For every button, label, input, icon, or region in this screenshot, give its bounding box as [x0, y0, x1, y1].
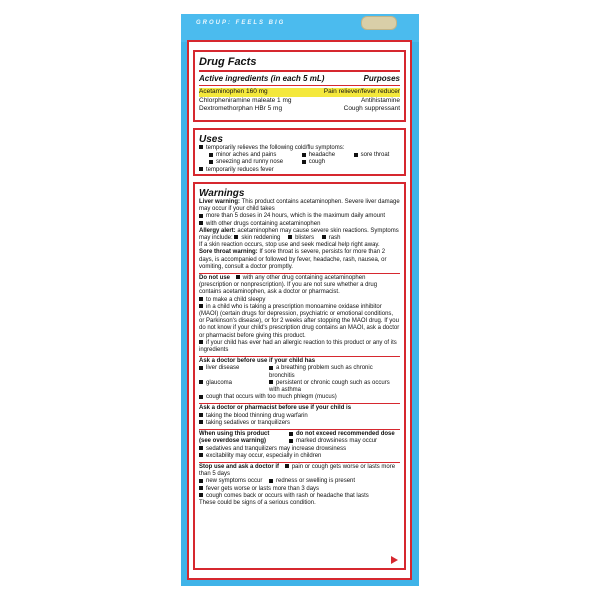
liver-warning: Liver warning: This product contains acetaminophen. Severe liver damage may occur if your child takes: [199, 199, 400, 213]
active-ingredients-label: Active ingredients (in each 5 mL): [199, 74, 325, 83]
symptom: minor aches and pains: [209, 152, 294, 159]
allergy-after: If a skin reaction occurs, stop use and seek medical help right away.: [199, 242, 380, 249]
ingredient-row: [199, 97, 400, 106]
when-bullet: sedatives and tranquilizers may increase drowsiness: [199, 446, 400, 453]
when-using-block: [199, 429, 400, 460]
ask-pharmacist-block: [199, 403, 400, 427]
symptom: headache: [302, 152, 346, 159]
symptom: cough: [302, 159, 346, 166]
sore-throat-warning: Sore throat warning: If sore throat is severe, persists for more than 2 days, is accompanied or followed by fever, headache, rash, nausea, or vomiting, consult a doctor promptly.: [199, 249, 387, 270]
ask-doctor-label: Ask a doctor before use if your child has: [199, 358, 316, 365]
stop-use-block: [199, 462, 400, 507]
ingredient-name: Chlorpheniramine maleate 1 mg: [199, 96, 292, 104]
ask-doctor-block: [199, 356, 400, 401]
do-not-use-bullet: to make a child sleepy: [199, 297, 400, 304]
condition: glaucoma: [199, 380, 269, 394]
when-using-label2: (see overdose warning): [199, 438, 267, 445]
ingredient-name: Dextromethorphan HBr 5 mg: [199, 105, 283, 112]
do-not-use-bullet: in a child who is taking a prescription monoamine oxidase inhibitor (MAOI) (certain drugs for depression, psychiatric or emotional conditions, or Parkinson's disease), or for 2 weeks after stopping the MAOI drug. If you do not know if your child's prescription drug contains an MAOI, ask a doctor or pharmacist before giving this product.: [199, 303, 400, 339]
continue-arrow-icon: [391, 556, 398, 564]
purposes-label: Purposes: [363, 74, 400, 83]
ingredient-purpose: Antihistamine: [360, 96, 400, 104]
stop-use-grid: [199, 478, 400, 485]
ask-doctor-list: [199, 365, 400, 394]
warnings-section: [193, 182, 406, 570]
uses-fever: temporarily reduces fever: [199, 167, 400, 174]
uses-intro: temporarily relieves the following cold/flu symptoms:: [199, 145, 400, 152]
symptom: sneezing and runny nose: [209, 159, 294, 166]
box-top-flap: [181, 14, 419, 42]
drug-facts-section: [193, 50, 406, 122]
uses-title: Uses: [199, 134, 223, 145]
active-ingredients-header: [199, 74, 400, 83]
divider: [199, 85, 400, 86]
do-not-use-bullet: if your child has ever had an allergic reaction to this product or any of its ingredients: [199, 339, 397, 354]
seal-badge: [361, 16, 397, 30]
pharmacist-bullet: taking the blood thinning drug warfarin: [199, 413, 400, 420]
stop-bullet: fever gets worse or lasts more than 3 days: [199, 486, 400, 493]
ingredient-purpose: Cough suppressant: [343, 105, 400, 112]
when-using-grid: [199, 431, 400, 445]
symptom: sore throat: [354, 152, 400, 159]
allergy-alert: Allergy alert: acetaminophen may cause severe skin reactions. Symptoms may include: skin reddening blisters rash: [199, 227, 399, 242]
condition: liver disease: [199, 365, 269, 379]
ask-pharmacist-label: Ask a doctor or pharmacist before use if your child is: [199, 405, 352, 412]
do-not-use-block: [199, 273, 400, 354]
stop-bullet: new symptoms occur: [199, 478, 269, 485]
condition: persistent or chronic cough such as occurs with asthma: [269, 379, 390, 394]
uses-symptoms: [209, 152, 400, 166]
liver-bullet: with other drugs containing acetaminophen: [199, 221, 400, 228]
when-using-label: When using this product: [199, 431, 270, 438]
drug-facts-title: Drug Facts: [199, 56, 257, 68]
liver-bullet: more than 5 doses in 24 hours, which is the maximum daily amount: [199, 213, 400, 220]
when-bullet: marked drowsiness may occur: [289, 438, 400, 445]
top-strip-text: GROUP: FEELS BIG: [196, 20, 286, 26]
ingredient-name: Acetaminophen 160 mg: [199, 88, 268, 95]
when-bullet: do not exceed recommended dose: [289, 431, 400, 438]
stop-after: These could be signs of a serious condition.: [199, 499, 316, 506]
uses-section: [193, 128, 406, 176]
do-not-use: Do not use with any other drug containing acetaminophen (prescription or nonprescription). If you are not sure whether a drug contains acetaminophen, ask a doctor or pharmacist.: [199, 275, 378, 296]
condition: a breathing problem such as chronic bronchitis: [269, 365, 373, 379]
divider: [199, 70, 400, 72]
ingredient-row: [199, 105, 400, 114]
stop-use: Stop use and ask a doctor if pain or cough gets worse or lasts more than 5 days: [199, 463, 396, 478]
condition: cough that occurs with too much phlegm (mucus): [199, 394, 400, 401]
when-bullet: excitability may occur, especially in children: [199, 453, 400, 460]
stop-bullet: cough comes back or occurs with rash or headache that lasts: [199, 493, 400, 500]
ingredient-purpose: Pain reliever/fever reducer: [323, 88, 400, 95]
ingredient-row: [199, 88, 400, 97]
pharmacist-bullet: taking sedatives or tranquilizers: [199, 420, 400, 427]
drug-facts-panel: [187, 40, 412, 580]
stop-bullet: redness or swelling is present: [269, 478, 400, 485]
warnings-title: Warnings: [199, 188, 245, 199]
